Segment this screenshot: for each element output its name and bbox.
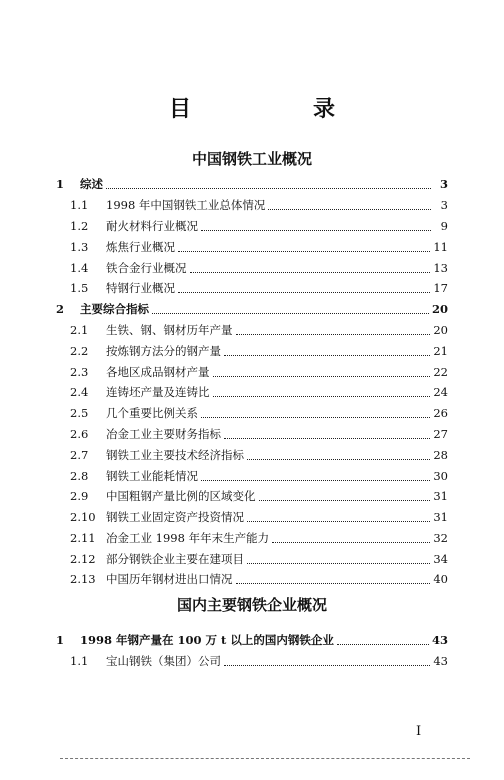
toc-leader-dots [224,656,430,666]
toc-leader-dots [224,429,430,439]
toc-entry-page: 22 [433,365,448,379]
page-title: 目 录 [168,96,361,122]
toc-leader-dots [236,574,431,584]
toc-entry [70,406,448,420]
toc-entry [70,219,448,233]
toc-entry-title: 冶金工业主要财务指标 [106,427,221,441]
toc-entry [70,489,448,503]
toc-entry-page: 11 [433,240,448,254]
toc-entry-title: 几个重要比例关系 [106,406,198,420]
toc-entry-title: 特钢行业概况 [106,281,175,295]
toc-entry [70,469,448,483]
toc-leader-dots [272,533,430,543]
toc-leader-dots [213,387,431,397]
toc-entry-page: 28 [433,448,448,462]
toc-entry-title: 各地区成品钢材产量 [106,365,210,379]
toc-entry-title: 综述 [80,177,103,191]
toc-entry-title: 炼焦行业概况 [106,240,175,254]
toc-entry-number: 2.6 [70,427,89,441]
toc-leader-dots [259,491,431,501]
toc-entry-number: 1.4 [70,261,89,275]
toc-leader-dots [268,200,431,210]
toc-entry [70,448,448,462]
toc-leader-dots [247,512,430,522]
toc-entry-number: 2.11 [70,531,96,545]
toc-entry [70,427,448,441]
toc-entry [70,572,448,586]
toc-entry-number: 1.3 [70,240,89,254]
toc-entry-page: 32 [433,531,448,545]
toc-entry [56,177,448,191]
toc-entry [56,302,448,316]
toc-entry-title: 中国粗钢产量比例的区域变化 [106,489,256,503]
toc-entry-title: 铁合金行业概况 [106,261,187,275]
toc-entry-title: 冶金工业 1998 年年末生产能力 [106,531,270,545]
toc-entry [70,531,448,545]
toc-entry-title: 钢铁工业主要技术经济指标 [106,448,244,462]
toc-entry [70,281,448,295]
toc-entry-title: 钢铁工业能耗情况 [106,469,198,483]
toc-entry-title: 钢铁工业固定资产投资情况 [106,510,244,524]
toc-entry-number: 2 [56,302,65,316]
toc-entry-number: 2.8 [70,469,89,483]
toc-leader-dots [224,346,430,356]
toc-leader-dots [337,635,429,645]
toc-entry-number: 2.9 [70,489,89,503]
toc-entry-number: 1.1 [70,198,89,212]
toc-entry-page: 20 [433,323,448,337]
footer-rule [60,758,470,759]
toc-entry-number: 2.13 [70,572,96,586]
toc-leader-dots [178,242,430,252]
toc-entry-number: 2.4 [70,385,89,399]
toc-leader-dots [178,283,430,293]
toc-entry-number: 1.5 [70,281,89,295]
toc-leader-dots [247,554,430,564]
toc-entry-number: 2.1 [70,323,89,337]
toc-leader-dots [201,408,430,418]
toc-entry-page: 27 [433,427,448,441]
toc-entry-page: 3 [439,177,448,191]
toc-leader-dots [190,263,431,273]
toc-entry [70,552,448,566]
toc-entry-title: 中国历年钢材进出口情况 [106,572,233,586]
toc-entry-title: 1998 年钢产量在 100 万 t 以上的国内钢铁企业 [80,633,334,647]
toc-entry-number: 1 [56,633,65,647]
toc-entry-page: 13 [433,261,448,275]
toc-leader-dots [247,450,430,460]
toc-entry-page: 31 [433,510,448,524]
toc-entry-number: 2.10 [70,510,96,524]
toc-leader-dots [106,179,431,189]
toc-entry-number: 2.2 [70,344,89,358]
toc-entry-title: 按炼钢方法分的钢产量 [106,344,221,358]
page-number: I [416,724,422,739]
toc-leader-dots [213,367,431,377]
toc-entry-title: 主要综合指标 [80,302,149,316]
toc-leader-dots [201,471,430,481]
toc-entry-number: 1 [56,177,65,191]
toc-entry-page: 9 [440,219,448,233]
toc-entry-page: 31 [433,489,448,503]
toc-leader-dots [152,304,429,314]
toc-entry-number: 2.3 [70,365,89,379]
toc-entry-page: 20 [431,302,448,316]
toc-entry-title: 耐火材料行业概况 [106,219,198,233]
toc-entry-number: 2.12 [70,552,96,566]
section-heading-domestic-enterprises: 国内主要钢铁企业概况 [176,596,327,614]
toc-entry-title: 1998 年中国钢铁工业总体情况 [106,198,266,212]
toc-entry-page: 43 [431,633,448,647]
toc-entry-page: 40 [433,572,448,586]
toc-entry-title: 宝山钢铁（集团）公司 [106,654,221,668]
toc-entry [70,198,448,212]
toc-entry-page: 17 [433,281,448,295]
toc-entry-number: 2.5 [70,406,89,420]
toc-entry [70,510,448,524]
toc-entry [70,240,448,254]
toc-entry [70,323,448,337]
toc-entry-number: 1.1 [70,654,89,668]
toc-entry-title: 部分钢铁企业主要在建项目 [106,552,244,566]
toc-entry [70,365,448,379]
toc-entry-page: 24 [433,385,448,399]
toc-leader-dots [201,221,431,231]
toc-entry-title: 生铁、钢、钢材历年产量 [106,323,233,337]
toc-entry-title: 连铸坯产量及连铸比 [106,385,210,399]
toc-entry [70,654,448,668]
toc-entry-page: 43 [433,654,448,668]
toc-entry-page: 34 [433,552,448,566]
toc-entry [56,633,448,647]
section-heading-china-steel: 中国钢铁工业概况 [191,150,312,168]
toc-entry [70,385,448,399]
toc-leader-dots [236,325,431,335]
toc-entry-page: 21 [433,344,448,358]
toc-entry [70,261,448,275]
toc-entry-page: 30 [433,469,448,483]
toc-entry-number: 1.2 [70,219,89,233]
toc-entry-page: 26 [433,406,448,420]
toc-entry-number: 2.7 [70,448,89,462]
toc-entry [70,344,448,358]
toc-entry-page: 3 [440,198,448,212]
